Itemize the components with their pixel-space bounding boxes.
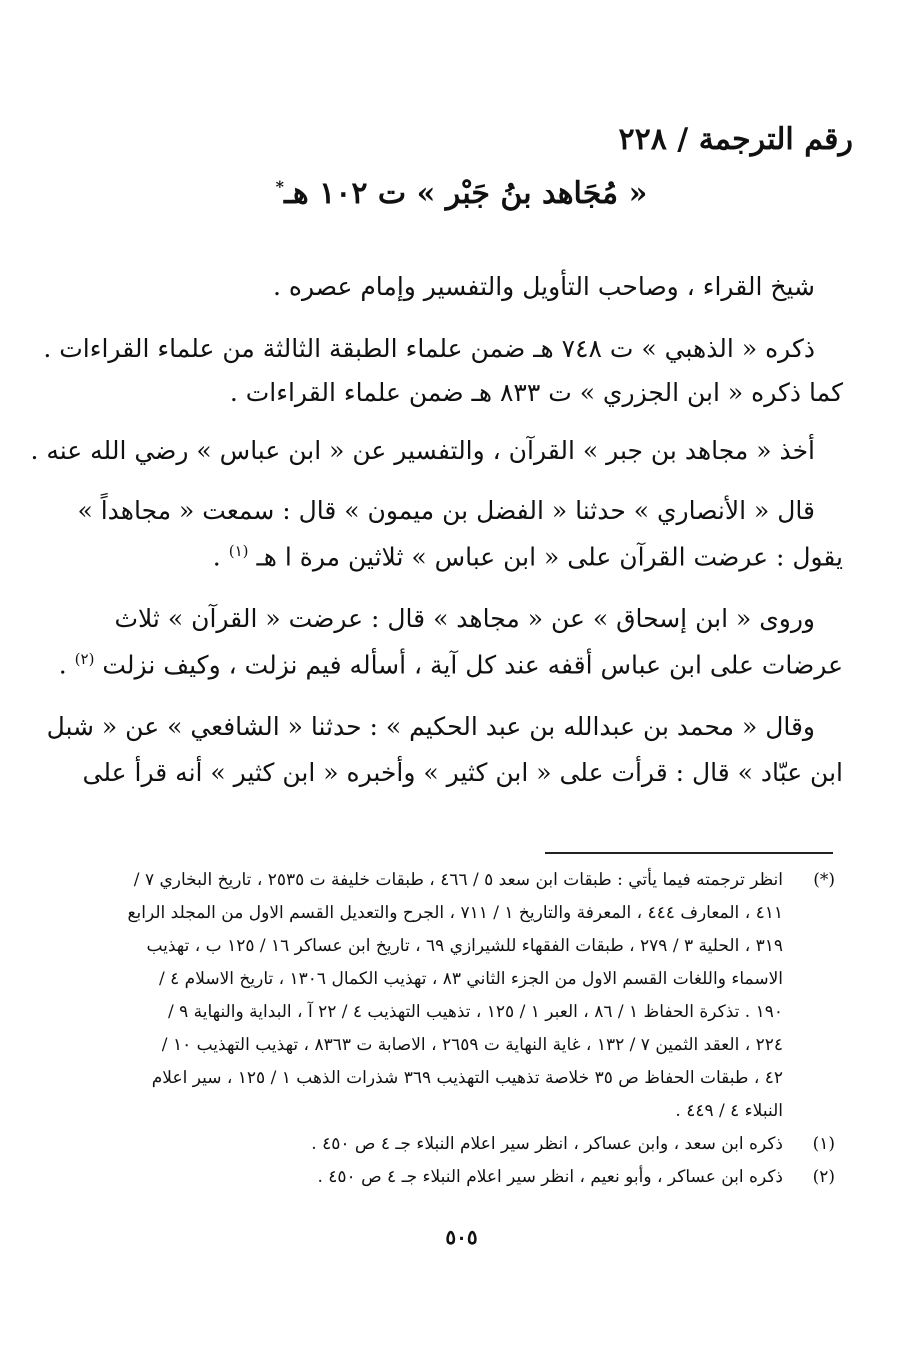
footnote-star-line: ١٩٠ . تذكرة الحفاظ ١ / ٨٦ ، العبر ١ / ١٢٥ ، تذهيب التهذيب ٤ / ٢٢ آ ، البداية والنهاية ٩ / (167, 1002, 783, 1022)
paragraph-5-line-1: وروى « ابن إسحاق » عن « مجاهد » قال : عرضت « القرآن » ثلاث (114, 604, 815, 633)
footnote-star-line: النبلاء ٤ / ٤٤٩ . (675, 1101, 783, 1121)
paragraph-5-line-2: عرضات على ابن عباس أقفه عند كل آية ، أسأله فيم نزلت ، وكيف نزلت $^{(٢)}$ . (58, 650, 843, 680)
footnote-2-text: ذكره ابن عساكر ، وأبو نعيم ، انظر سير اعلام النبلاء جـ ٤ ص ٤٥٠ . (317, 1167, 783, 1187)
page-number: ٥٠٥ (445, 1225, 478, 1249)
paragraph-3: أخذ « مجاهد بن جبر » القرآن ، والتفسير عن « ابن عباس » رضي الله عنه . (30, 436, 815, 465)
paragraph-5-line-2-text: عرضات على ابن عباس أقفه عند كل آية ، أسأله فيم نزلت ، وكيف نزلت (102, 650, 843, 680)
footnote-ref-1: (١) (228, 542, 249, 560)
title-footnote-marker: * (275, 177, 285, 196)
paragraph-2-line-1: ذكره « الذهبي » ت ٧٤٨ هـ ضمن علماء الطبقة الثالثة من علماء القراءات . (43, 334, 815, 363)
footnote-star-line: ٣١٩ ، الحلية ٣ / ٢٧٩ ، طبقات الفقهاء للشيرازي ٦٩ ، تاريخ ابن عساكر ١٦ / ١٢٥ ب ، تهذيب (146, 936, 783, 956)
paragraph-4-line-1: قال « الأنصاري » حدثنا « الفضل بن ميمون » قال : سمعت « مجاهداً » (77, 496, 815, 525)
footnote-ref-2: (٢) (74, 650, 95, 668)
paragraph-4-line-2-text: يقول : عرضت القرآن على « ابن عباس » ثلاثين مرة ا هـ (256, 542, 843, 572)
footnote-star-line: الاسماء واللغات القسم الاول من الجزء الثاني ٨٣ ، تهذيب الكمال ١٣٠٦ ، تاريخ الاسلام ٤ / (158, 969, 783, 989)
paragraph-2-line-2: كما ذكره « ابن الجزري » ت ٨٣٣ هـ ضمن علماء القراءات . (229, 378, 843, 407)
paragraph-6-line-2: ابن عبّاد » قال : قرأت على « ابن كثير » وأخبره « ابن كثير » أنه قرأ على (82, 758, 843, 787)
footnote-1-text: ذكره ابن سعد ، وابن عساكر ، انظر سير اعلام النبلاء جـ ٤ ص ٤٥٠ . (311, 1134, 783, 1154)
footnote-1-label: (١) (812, 1134, 835, 1154)
footnote-star-label: (*) (813, 870, 835, 890)
paragraph-6-line-1: وقال « محمد بن عبدالله بن عبد الحكيم » : حدثنا « الشافعي » عن « شبل (46, 712, 815, 741)
paragraph-4-line-2: يقول : عرضت القرآن على « ابن عباس » ثلاثين مرة ا هـ $^{(١)}$ . (212, 542, 843, 572)
footnote-separator (545, 852, 833, 854)
paragraph-1: شيخ القراء ، وصاحب التأويل والتفسير وإمام عصره . (273, 272, 815, 301)
footnote-star-line: ٤٢ ، طبقات الحفاظ ص ٣٥ خلاصة تذهيب التهذيب ٣٦٩ شذرات الذهب ١ / ١٢٥ ، سير اعلام (151, 1068, 783, 1088)
footnote-star-line: انظر ترجمته فيما يأتي : طبقات ابن سعد ٥ / ٤٦٦ ، طبقات خليفة ت ٢٥٣٥ ، تاريخ البخاري ٧ / (133, 870, 783, 890)
footnote-2-label: (٢) (812, 1167, 835, 1187)
entry-title (0, 176, 923, 211)
entry-number: رقم الترجمة / ٢٢٨ (618, 122, 853, 157)
title-text: « مُجَاهد بنُ جَبْر » ت ١٠٢ هـ (284, 176, 648, 211)
footnote-star-line: ٤١١ ، المعارف ٤٤٤ ، المعرفة والتاريخ ١ / ٧١١ ، الجرح والتعديل القسم الاول من المجلد الرابع (127, 903, 783, 923)
footnote-star-line: ٢٢٤ ، العقد الثمين ٧ / ١٣٢ ، غاية النهاية ت ٢٦٥٩ ، الاصابة ت ٨٣٦٣ ، تهذيب التهذيب ١٠ / (161, 1035, 783, 1055)
